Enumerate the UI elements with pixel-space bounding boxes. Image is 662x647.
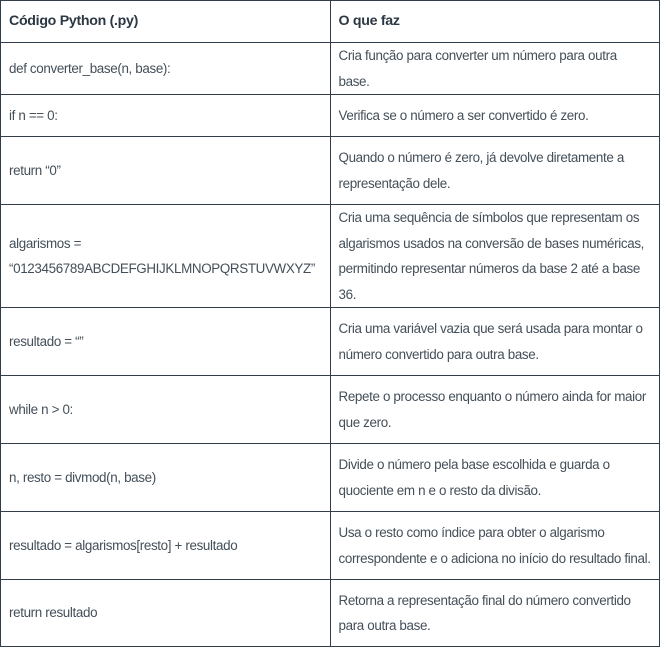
table-header <box>1 1 660 43</box>
code-cell: n, resto = divmod(n, base) <box>1 444 331 512</box>
header-code: Código Python (.py) <box>1 1 331 43</box>
table-row <box>1 95 660 137</box>
description-cell: Usa o resto como índice para obter o algarismo correspondente e o adiciona no início do resultado final. <box>330 512 660 580</box>
description-cell: Cria uma variável vazia que será usada para montar o número convertido para outra base. <box>330 308 660 376</box>
description-cell: Divide o número pela base escolhida e guarda o quociente em n e o resto da divisão. <box>330 444 660 512</box>
header-description: O que faz <box>330 1 660 43</box>
code-cell: return “0” <box>1 137 331 205</box>
code-cell: while n > 0: <box>1 376 331 444</box>
code-cell: resultado = algarismos[resto] + resultado <box>1 512 331 580</box>
description-cell: Quando o número é zero, já devolve diretamente a representação dele. <box>330 137 660 205</box>
description-cell: Repete o processo enquanto o número ainda for maior que zero. <box>330 376 660 444</box>
code-cell: resultado = “” <box>1 308 331 376</box>
code-cell: def converter_base(n, base): <box>1 43 331 95</box>
table-row <box>1 444 660 512</box>
table-body <box>1 43 660 647</box>
table-row <box>1 376 660 444</box>
description-cell: Cria função para converter um número para outra base. <box>330 43 660 95</box>
code-cell: if n == 0: <box>1 95 331 137</box>
description-cell: Retorna a representação final do número convertido para outra base. <box>330 580 660 647</box>
description-cell: Cria uma sequência de símbolos que representam os algarismos usados na conversão de bases numéricas, permitindo representar números da base 2 até a base 36. <box>330 205 660 308</box>
table-row <box>1 205 660 308</box>
table-row <box>1 308 660 376</box>
table-row <box>1 512 660 580</box>
code-cell: algarismos = “0123456789ABCDEFGHIJKLMNOPQRSTUVWXYZ” <box>1 205 331 308</box>
code-cell: return resultado <box>1 580 331 647</box>
table-row <box>1 137 660 205</box>
description-cell: Verifica se o número a ser convertido é zero. <box>330 95 660 137</box>
header-row <box>1 1 660 43</box>
table-row <box>1 43 660 95</box>
table-row <box>1 580 660 647</box>
